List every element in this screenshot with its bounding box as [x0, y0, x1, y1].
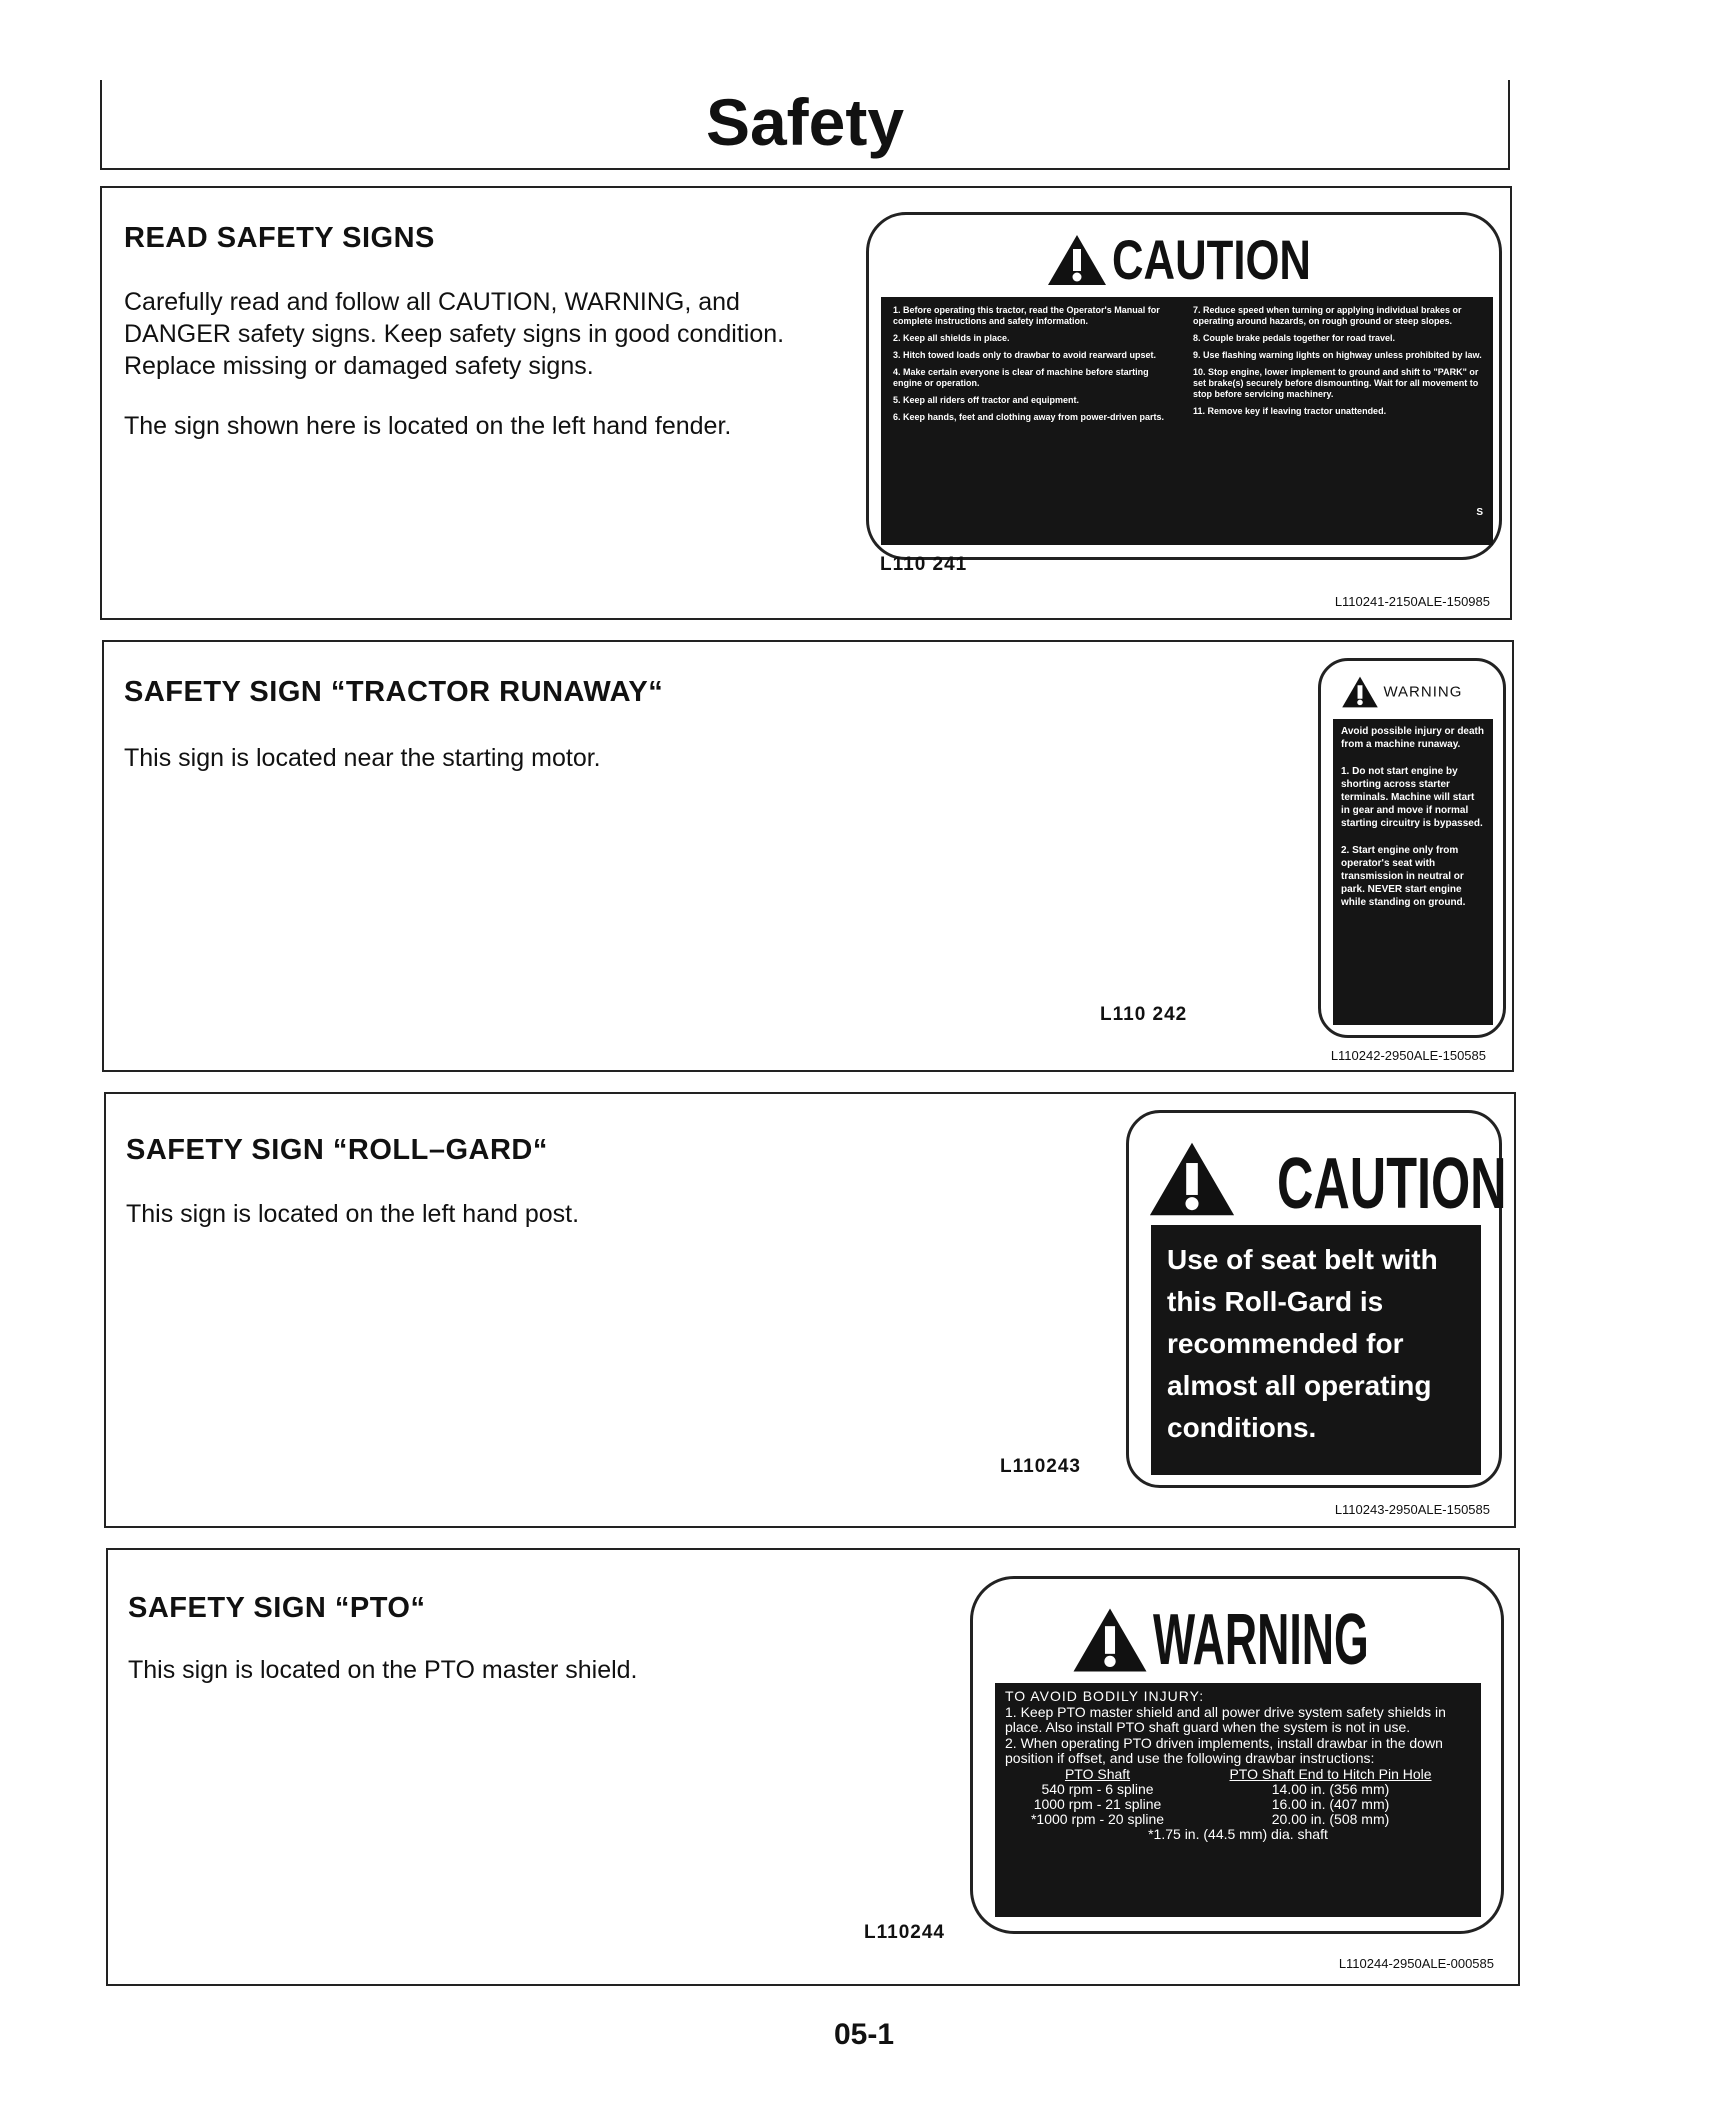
reference-code: L110243-2950ALE-150585 [1334, 1502, 1490, 1517]
sign-item: 2. Start engine only from operator's seat with transmission in neutral or park. NEVER start engine while standing on ground. [1341, 845, 1466, 908]
table-cell: 14.00 in. (356 mm) [1271, 1780, 1390, 1797]
section-title: SAFETY SIGN “TRACTOR RUNAWAY“ [124, 676, 664, 708]
sign-item: 3. Hitch towed loads only to drawbar to avoid rearward upset. [893, 350, 1157, 360]
sign-right-column [1193, 305, 1483, 423]
sign-header [869, 227, 1499, 292]
section-roll-gard [104, 1092, 1516, 1528]
sign-mark: S [1476, 507, 1483, 518]
sign-item: 5. Keep all riders off tractor and equipment. [893, 395, 1080, 405]
sign-text-panel [881, 297, 1493, 545]
figure-label: L110 241 [880, 554, 968, 575]
sign-item: 4. Make certain everyone is clear of machine before starting engine or operation. [893, 367, 1149, 388]
warning-triangle-icon [1341, 675, 1379, 709]
reference-code: L110244-2950ALE-000585 [1338, 1956, 1494, 1971]
table-header: PTO Shaft End to Hitch Pin Hole [1229, 1765, 1432, 1782]
sign-item: 1. Do not start engine by shorting across starter terminals. Machine will start in gear and move if normal starting circuitry is bypassed. [1341, 766, 1483, 829]
sign-heading: CAUTION [1277, 1144, 1507, 1224]
warning-triangle-icon [1147, 1139, 1237, 1219]
sign-item: 2. Keep all shields in place. [893, 333, 1010, 343]
section-tractor-runaway [102, 640, 1514, 1072]
sign-item: 7. Reduce speed when turning or applying individual brakes or operating around hazards, on rough ground or steep slopes. [1193, 305, 1462, 326]
warning-sign [970, 1576, 1504, 1934]
sign-intro: Avoid possible injury or death from a machine runaway. [1341, 726, 1484, 750]
drawbar-table [1005, 1767, 1471, 1827]
table-cell: *1000 rpm - 20 spline [1030, 1810, 1165, 1827]
sign-message: Use of seat belt with this Roll-Gard is recommended for almost all operating conditions. [1151, 1225, 1481, 1475]
reference-code: L110242-2950ALE-150585 [1330, 1048, 1486, 1063]
caution-sign [866, 212, 1502, 560]
sign-heading: CAUTION [1112, 228, 1312, 291]
section-paragraph: The sign shown here is located on the left hand fender. [124, 412, 732, 440]
table-cell: 1000 rpm - 21 spline [1033, 1795, 1162, 1812]
sign-intro: TO AVOID BODILY INJURY: [1005, 1688, 1205, 1704]
sign-heading: WARNING [1153, 1600, 1369, 1680]
table-cell: 20.00 in. (508 mm) [1271, 1810, 1390, 1827]
table-row [1005, 1782, 1471, 1797]
warning-sign [1318, 658, 1506, 1038]
section-paragraph: Carefully read and follow all CAUTION, WARNING, and DANGER safety signs. Keep safety signs in good condition. Replace missing or damaged safety signs. [124, 288, 785, 380]
section-title: READ SAFETY SIGNS [124, 222, 435, 254]
figure-label: L110244 [864, 1922, 945, 1943]
page-number: 05-1 [833, 2018, 895, 2051]
table-header: PTO Shaft [1064, 1765, 1131, 1782]
title-box [100, 80, 1510, 170]
sign-item: 8. Couple brake pedals together for road travel. [1193, 333, 1396, 343]
table-cell: 540 rpm - 6 spline [1041, 1780, 1154, 1797]
section-pto [106, 1548, 1520, 1986]
caution-sign [1126, 1110, 1507, 1488]
table-row [1005, 1797, 1471, 1812]
sign-item: 10. Stop engine, lower implement to ground and shift to "PARK" or set brake(s) securely before dismounting. Wait for all movement to stop before servicing machinery. [1193, 367, 1479, 399]
section-paragraph: This sign is located on the PTO master shield. [128, 1656, 638, 1684]
sign-heading: WARNING [1383, 683, 1463, 701]
table-footnote: *1.75 in. (44.5 mm) dia. shaft [1148, 1825, 1328, 1842]
sign-header [1341, 675, 1462, 709]
sign-left-column [893, 305, 1177, 429]
sign-item: 9. Use flashing warning lights on highway unless prohibited by law. [1193, 350, 1482, 360]
section-read-safety-signs [100, 186, 1512, 620]
sign-item: 1. Keep PTO master shield and all power drive system safety shields in place. Also install PTO shaft guard when the system is not in use. [1005, 1703, 1446, 1735]
sign-text-panel [1333, 719, 1493, 1025]
section-paragraph: This sign is located near the starting motor. [124, 744, 601, 772]
sign-text-panel [995, 1683, 1481, 1917]
table-row [1005, 1812, 1471, 1827]
section-paragraph: This sign is located on the left hand post. [126, 1200, 580, 1228]
section-title: SAFETY SIGN “PTO“ [128, 1592, 426, 1624]
section-title: SAFETY SIGN “ROLL–GARD“ [126, 1134, 548, 1166]
sign-item: 2. When operating PTO driven implements, install drawbar in the down position if offset, and use the following drawbar instructions: [1005, 1734, 1443, 1766]
sign-item: 11. Remove key if leaving tractor unattended. [1193, 406, 1387, 416]
figure-label: L110243 [1000, 1456, 1081, 1477]
reference-code: L110241-2150ALE-150985 [1334, 594, 1490, 609]
sign-item: 1. Before operating this tractor, read the Operator's Manual for complete instructions and safety information. [893, 305, 1160, 326]
sign-header [1147, 1139, 1237, 1219]
table-cell: 16.00 in. (407 mm) [1271, 1795, 1390, 1812]
warning-triangle-icon [1046, 233, 1108, 287]
sign-header [973, 1599, 1501, 1681]
warning-triangle-icon [1071, 1606, 1149, 1674]
page-title: Safety [705, 85, 905, 159]
sign-item: 6. Keep hands, feet and clothing away from power-driven parts. [893, 412, 1165, 422]
figure-label: L110 242 [1100, 1004, 1188, 1025]
